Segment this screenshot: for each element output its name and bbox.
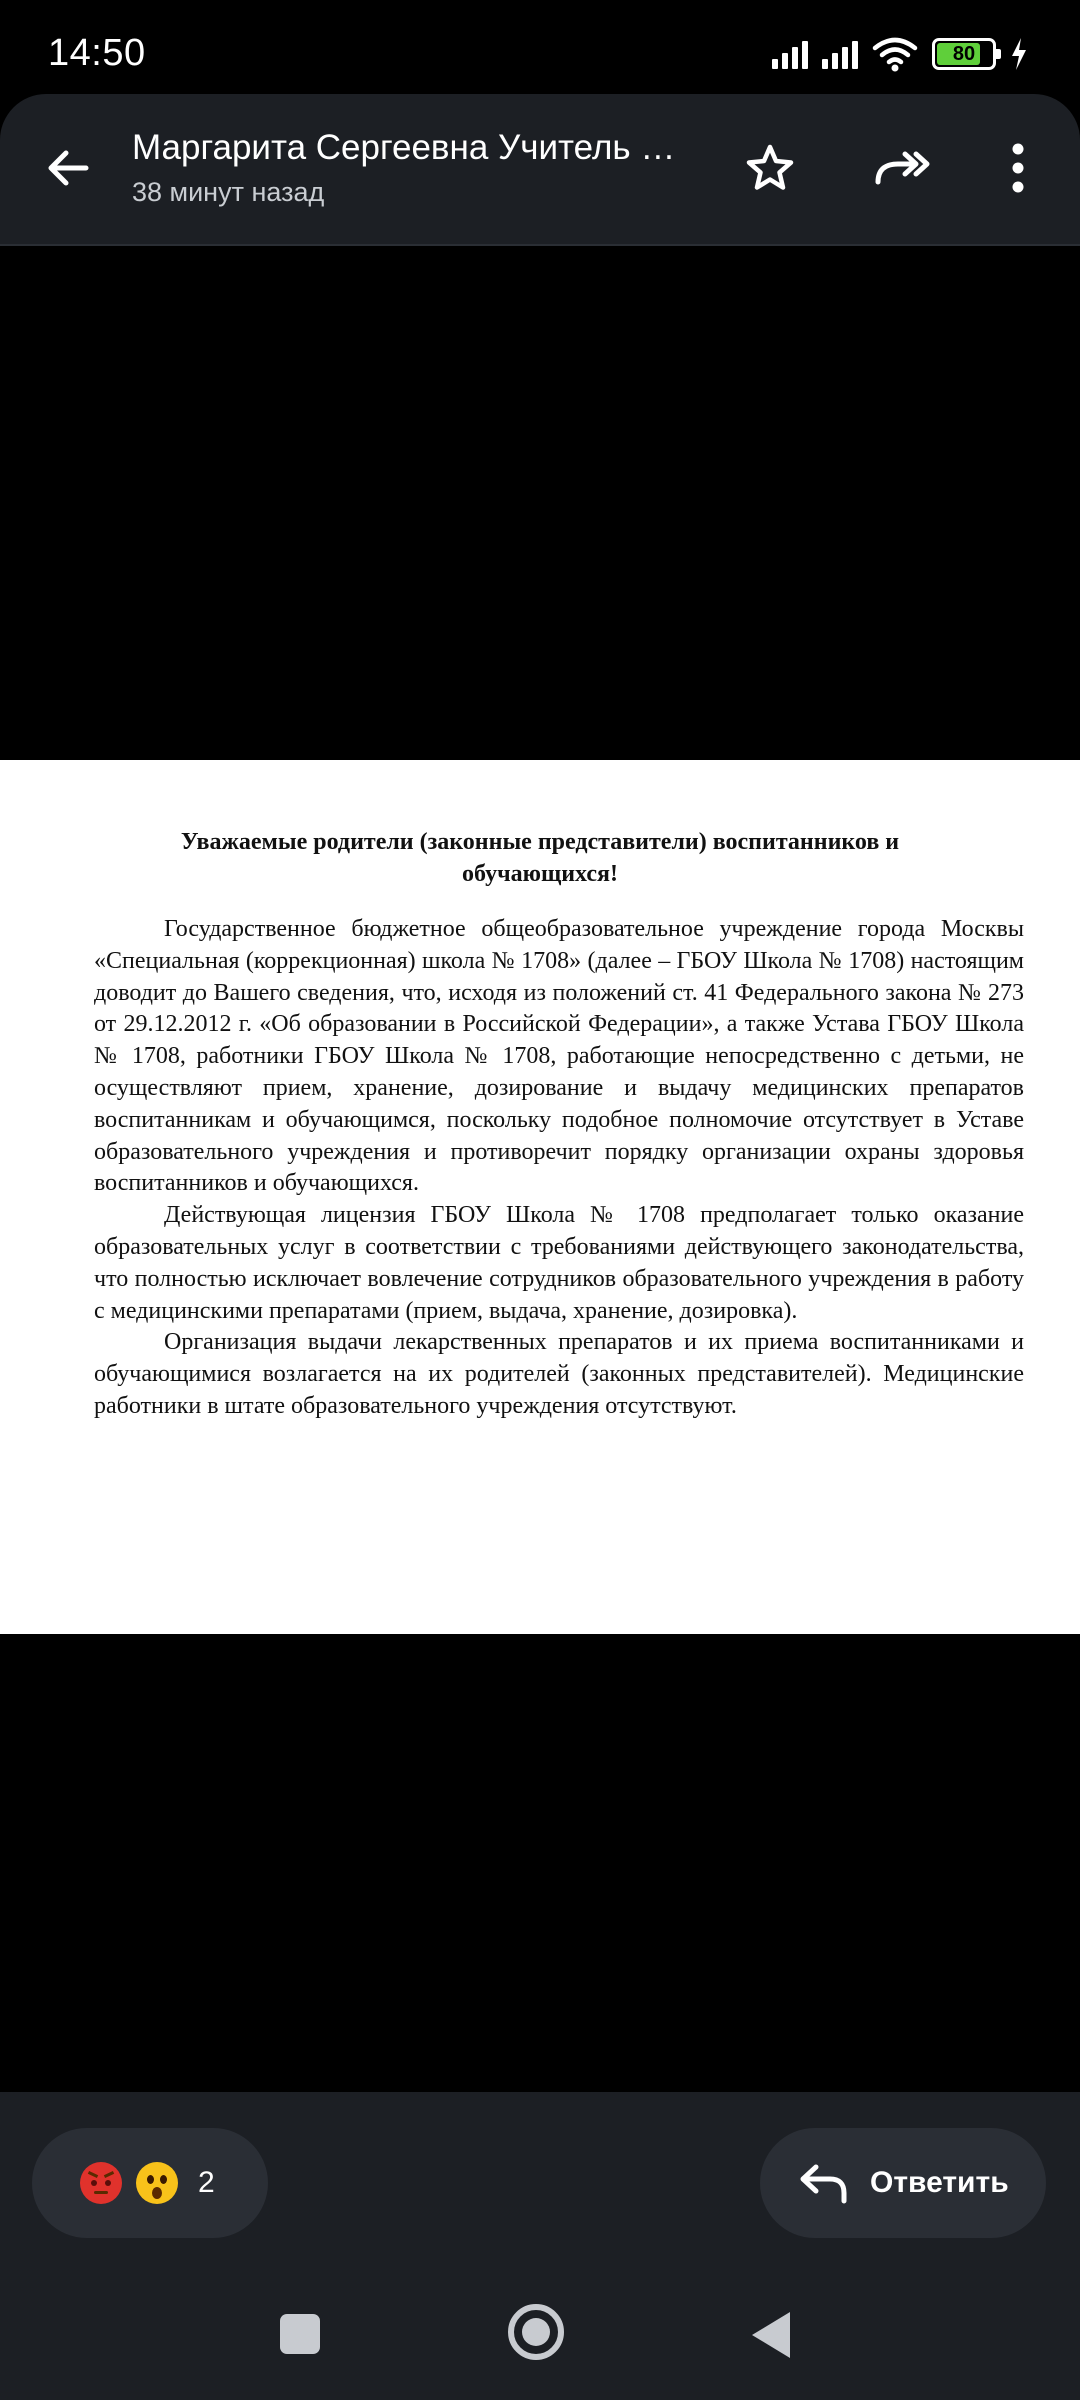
chat-title: Маргарита Сергеевна Учитель … bbox=[132, 128, 676, 167]
reply-label: Ответить bbox=[870, 2166, 1009, 2199]
document-paragraph: Организация выдачи лекарственных препаратов и их приема воспитанниками и обучающимися возлагается на их родителей (законных представителей). Медицинские работники в штате образовательного учреждения отсутствуют. bbox=[94, 1329, 1024, 1419]
star-button[interactable] bbox=[730, 128, 810, 208]
more-options-button[interactable] bbox=[978, 128, 1058, 208]
battery-icon bbox=[932, 38, 996, 70]
battery-level: 80 bbox=[952, 43, 976, 65]
charging-icon bbox=[1010, 37, 1028, 71]
battery-tip bbox=[996, 49, 1001, 59]
message-time: 38 минут назад bbox=[132, 177, 325, 207]
reactions-button[interactable] bbox=[32, 2128, 268, 2238]
recents-icon[interactable] bbox=[280, 2314, 320, 2354]
back-arrow-icon bbox=[44, 144, 92, 192]
bottom-action-bar bbox=[0, 2092, 1080, 2272]
home-icon[interactable] bbox=[508, 2304, 564, 2360]
document-body bbox=[94, 914, 1024, 1423]
document-paragraph: Государственное бюджетное общеобразовательное учреждение города Москвы «Специальная (коррекционная) школа № 1708» (далее – ГБОУ Школа № 1708) настоящим доводит до Вашего сведения, что, исходя из положений ст. 41 Федерального закона № 273 от 29.12.2012 г. «Об образовании в Российской Федерации», а также Устава ГБОУ Школа № 1708, работники ГБОУ Школа № 1708, работающие непосредственно с детьми, не осуществляют прием, хранение, дозирование и выдачу медицинских препаратов воспитанникам и обучающимся, поскольку подобное полномочие отсутствует в Уставе образовательного учреждения и противоречит порядку организации охраны здоровья воспитанников и обучающихся. bbox=[94, 916, 1024, 1197]
signal-icon bbox=[772, 39, 808, 69]
back-icon[interactable] bbox=[752, 2312, 790, 2358]
reaction-count: 2 bbox=[198, 2166, 215, 2199]
reply-button[interactable] bbox=[760, 2128, 1046, 2238]
status-time: 14:50 bbox=[48, 32, 146, 74]
more-vert-icon bbox=[1010, 142, 1026, 194]
back-button[interactable] bbox=[30, 130, 106, 206]
document-heading: Уважаемые родители (законные представители) воспитанников и обучающихся! bbox=[180, 829, 900, 887]
signal-icon bbox=[822, 39, 858, 69]
forward-icon bbox=[872, 144, 932, 192]
surprised-face-emoji bbox=[136, 2162, 178, 2204]
document-image[interactable] bbox=[0, 760, 1080, 1634]
wifi-icon bbox=[872, 36, 918, 72]
top-app-bar bbox=[0, 94, 1080, 246]
status-icons bbox=[772, 30, 1028, 78]
image-viewer[interactable] bbox=[0, 246, 1080, 2092]
system-nav-bar bbox=[0, 2272, 1080, 2400]
status-bar bbox=[0, 0, 1080, 100]
reply-icon bbox=[798, 2161, 850, 2205]
star-icon bbox=[744, 142, 796, 194]
angry-face-emoji bbox=[80, 2162, 122, 2204]
document-paragraph: Действующая лицензия ГБОУ Школа № 1708 предполагает только оказание образовательных услуг в соответствии с требованиями действующего законодательства, что полностью исключает вовлечение сотрудников образовательного учреждения в работу с медицинскими препаратами (прием, выдача, хранение, дозировка). bbox=[94, 1202, 1024, 1324]
forward-button[interactable] bbox=[862, 128, 942, 208]
title-block bbox=[132, 126, 692, 210]
